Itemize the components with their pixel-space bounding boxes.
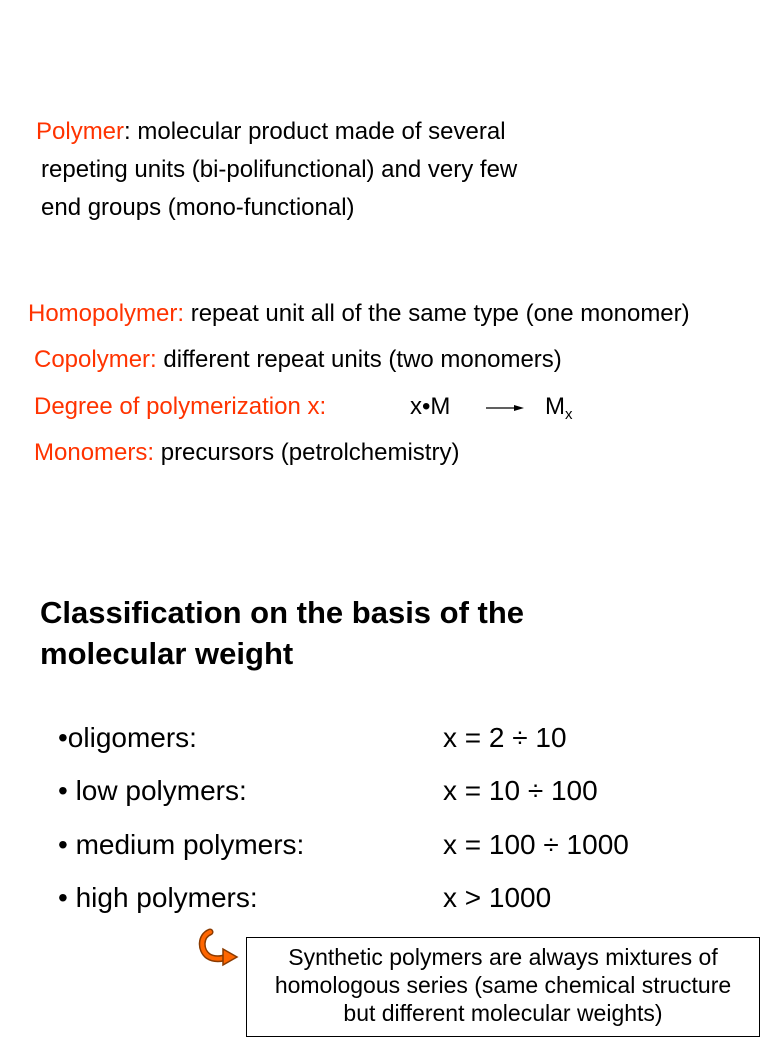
oligomers-range: x = 2 ÷ 10 [443, 722, 567, 753]
homopolymer-definition [28, 299, 690, 329]
oligomers-label: •oligomers: [58, 722, 197, 753]
medium-polymers-range: x = 100 ÷ 1000 [443, 829, 629, 860]
low-polymers-range: x = 10 ÷ 100 [443, 775, 598, 806]
monomers-text: precursors (petrolchemistry) [154, 439, 460, 466]
high-polymers-range: x > 1000 [443, 882, 552, 913]
copolymer-text: different repeat units (two monomers) [156, 346, 562, 373]
medium-polymers-label: • medium polymers: [58, 829, 305, 860]
classification-title-line-1: Classification on the basis of the [40, 595, 525, 630]
polymer-definition-line-3: end groups (mono-functional) [41, 194, 355, 221]
equation-rhs-main: M [545, 393, 565, 420]
equation-rhs-subscript: x [565, 406, 573, 423]
degree-of-polymerization-term: Degree of polymerization x: [34, 393, 327, 420]
classification-title-line-2: molecular weight [40, 636, 294, 671]
homopolymer-term: Homopolymer: [28, 300, 185, 327]
degree-of-polymerization-definition [34, 392, 326, 422]
polymer-definition-line-2: repeting units (bi-polifunctional) and very few [41, 156, 518, 183]
curved-arrow-icon [196, 928, 240, 973]
monomers-definition [34, 438, 459, 468]
low-polymers-label: • low polymers: [58, 775, 247, 806]
polymer-text-1: : molecular product made of several [124, 118, 506, 145]
polymer-term: Polymer [36, 118, 125, 145]
note-text [247, 938, 759, 1027]
note-line-3: but different molecular weights) [343, 1000, 663, 1026]
copolymer-term: Copolymer: [34, 346, 157, 373]
note-line-1: Synthetic polymers are always mixtures of [288, 944, 718, 970]
monomers-term: Monomers: [34, 439, 155, 466]
equation-rhs [545, 392, 573, 430]
copolymer-definition [34, 345, 562, 375]
high-polymers-label: • high polymers: [58, 882, 258, 913]
arrow-right-icon [486, 398, 526, 418]
note-box [246, 937, 760, 1037]
homopolymer-text: repeat unit all of the same type (one monomer) [184, 300, 690, 327]
equation-lhs: x•M [410, 393, 451, 420]
polymer-definition-line-1 [36, 113, 506, 151]
note-line-2: homologous series (same chemical structure [274, 972, 732, 998]
